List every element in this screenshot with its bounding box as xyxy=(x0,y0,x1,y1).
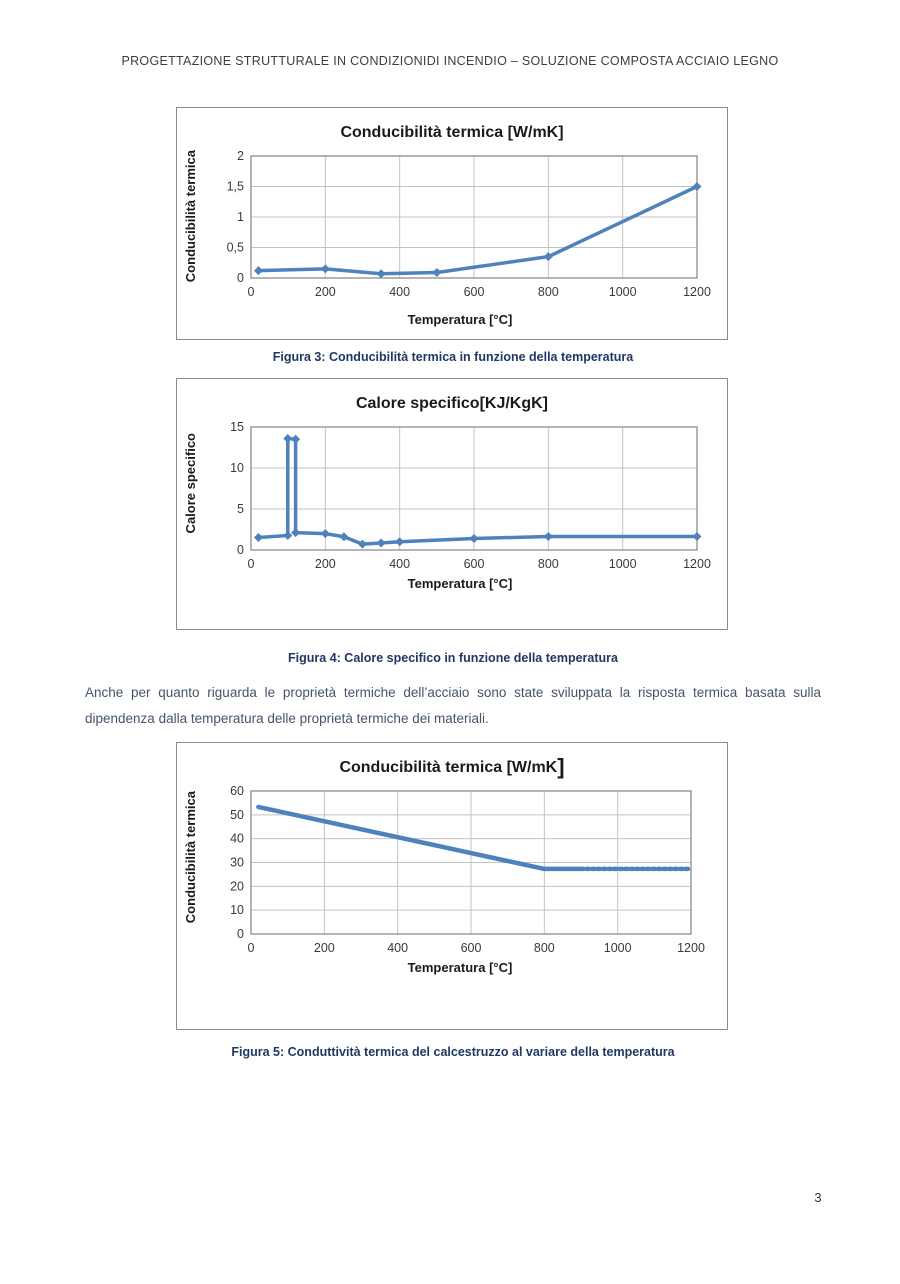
chart-title xyxy=(177,390,727,416)
plot-area xyxy=(203,421,727,574)
y-tick-label: 5 xyxy=(237,502,244,516)
series-line xyxy=(258,438,697,544)
x-tick-label: 600 xyxy=(460,941,482,955)
body-paragraph: Anche per quanto riguarda le proprietà termiche dell’acciaio sono state sviluppata la risposta termica basata sulla dipendenza dalla temperatura delle proprietà termiche dei materiali. xyxy=(85,685,821,726)
figure3-chart-frame xyxy=(176,107,728,340)
x-tick-label: 1000 xyxy=(608,557,637,571)
y-tick-label: 0 xyxy=(237,543,244,557)
data-point-marker xyxy=(321,529,330,538)
x-tick-label: 200 xyxy=(314,557,336,571)
x-tick-label: 1000 xyxy=(603,941,632,955)
y-tick-label: 0,5 xyxy=(226,240,244,255)
y-tick-label: 15 xyxy=(230,421,244,434)
x-axis-title: Temperatura [°C] xyxy=(407,960,513,975)
figure4-caption: Figura 4: Calore specifico in funzione della temperatura xyxy=(288,651,618,665)
y-tick-label: 60 xyxy=(230,785,244,798)
y-axis-title: Conducibilità termica xyxy=(182,791,198,924)
x-tick-label: 0 xyxy=(247,557,255,571)
data-point-marker xyxy=(395,537,404,546)
data-point-marker xyxy=(544,532,553,541)
y-tick-label: 30 xyxy=(230,855,244,870)
chart-title-bracket: ] xyxy=(557,754,565,779)
data-point-marker xyxy=(693,532,702,541)
x-tick-label: 600 xyxy=(463,557,485,571)
y-tick-label: 10 xyxy=(230,903,244,918)
x-tick-label: 200 xyxy=(313,941,335,955)
series-line xyxy=(258,807,581,869)
x-tick-label: 0 xyxy=(247,941,255,955)
x-tick-label: 800 xyxy=(537,285,559,299)
x-tick-label: 400 xyxy=(389,285,411,299)
y-tick-label: 2 xyxy=(237,150,244,163)
x-tick-label: 400 xyxy=(389,557,411,571)
y-axis-title: Conducibilità termica xyxy=(182,150,198,283)
plot-area xyxy=(203,150,727,302)
x-axis-title: Temperatura [°C] xyxy=(407,576,513,591)
chart-title xyxy=(177,754,727,780)
data-point-marker xyxy=(254,266,263,275)
data-point-marker xyxy=(377,539,386,548)
x-tick-label: 200 xyxy=(314,285,336,299)
y-tick-label: 1 xyxy=(237,210,244,224)
x-axis-title: Temperatura [°C] xyxy=(407,312,513,328)
x-tick-label: 1200 xyxy=(677,941,705,955)
x-tick-label: 0 xyxy=(247,285,255,299)
y-axis-title-wrap xyxy=(177,421,203,574)
page-header: PROGETTAZIONE STRUTTURALE IN CONDIZIONIDI INCENDIO – SOLUZIONE COMPOSTA ACCIAIO LEGNO xyxy=(121,54,779,68)
x-tick-label: 1000 xyxy=(608,285,637,299)
chart-title-text: Conducibilità termica [W/mK xyxy=(339,759,558,776)
x-tick-label: 1200 xyxy=(683,557,711,571)
x-tick-label: 800 xyxy=(537,557,559,571)
y-tick-label: 40 xyxy=(230,831,244,846)
series-line xyxy=(258,187,697,274)
chart-body xyxy=(177,150,727,310)
chart-title-text: Conducibilità termica [W/mK] xyxy=(340,124,564,141)
x-tick-label: 400 xyxy=(387,941,409,955)
x-tick-label: 600 xyxy=(463,285,485,299)
y-tick-label: 50 xyxy=(230,807,244,822)
y-axis-title: Calore specifico xyxy=(182,433,198,534)
data-point-marker xyxy=(254,533,263,542)
figure5-caption: Figura 5: Conduttività termica del calcestruzzo al variare della temperatura xyxy=(231,1045,675,1059)
y-tick-label: 0 xyxy=(237,271,244,285)
y-axis-title-wrap xyxy=(177,150,203,310)
x-tick-label: 1200 xyxy=(683,285,711,299)
y-tick-label: 1,5 xyxy=(226,179,244,194)
x-tick-label: 800 xyxy=(533,941,555,955)
page-number: 3 xyxy=(814,1190,822,1205)
y-tick-label: 10 xyxy=(230,461,244,475)
y-tick-label: 0 xyxy=(237,927,244,941)
plot-area xyxy=(203,785,727,958)
data-point-marker xyxy=(283,531,292,540)
chart-body xyxy=(177,421,727,574)
data-point-marker xyxy=(291,435,300,444)
data-point-marker xyxy=(432,268,441,277)
data-point-marker xyxy=(470,534,479,543)
chart-body xyxy=(177,785,727,958)
chart-title-text: Calore specifico[KJ/KgK] xyxy=(355,395,549,412)
data-point-marker xyxy=(283,434,292,443)
data-point-marker xyxy=(321,264,330,273)
figure4-chart-frame xyxy=(176,378,728,630)
chart-title xyxy=(177,119,727,145)
y-axis-title-wrap xyxy=(177,785,203,958)
figure5-chart-frame xyxy=(176,742,728,1030)
data-point-marker xyxy=(377,269,386,278)
figure3-caption: Figura 3: Conducibilità termica in funzione della temperatura xyxy=(272,350,634,364)
data-point-marker xyxy=(291,528,300,537)
y-tick-label: 20 xyxy=(230,879,244,894)
